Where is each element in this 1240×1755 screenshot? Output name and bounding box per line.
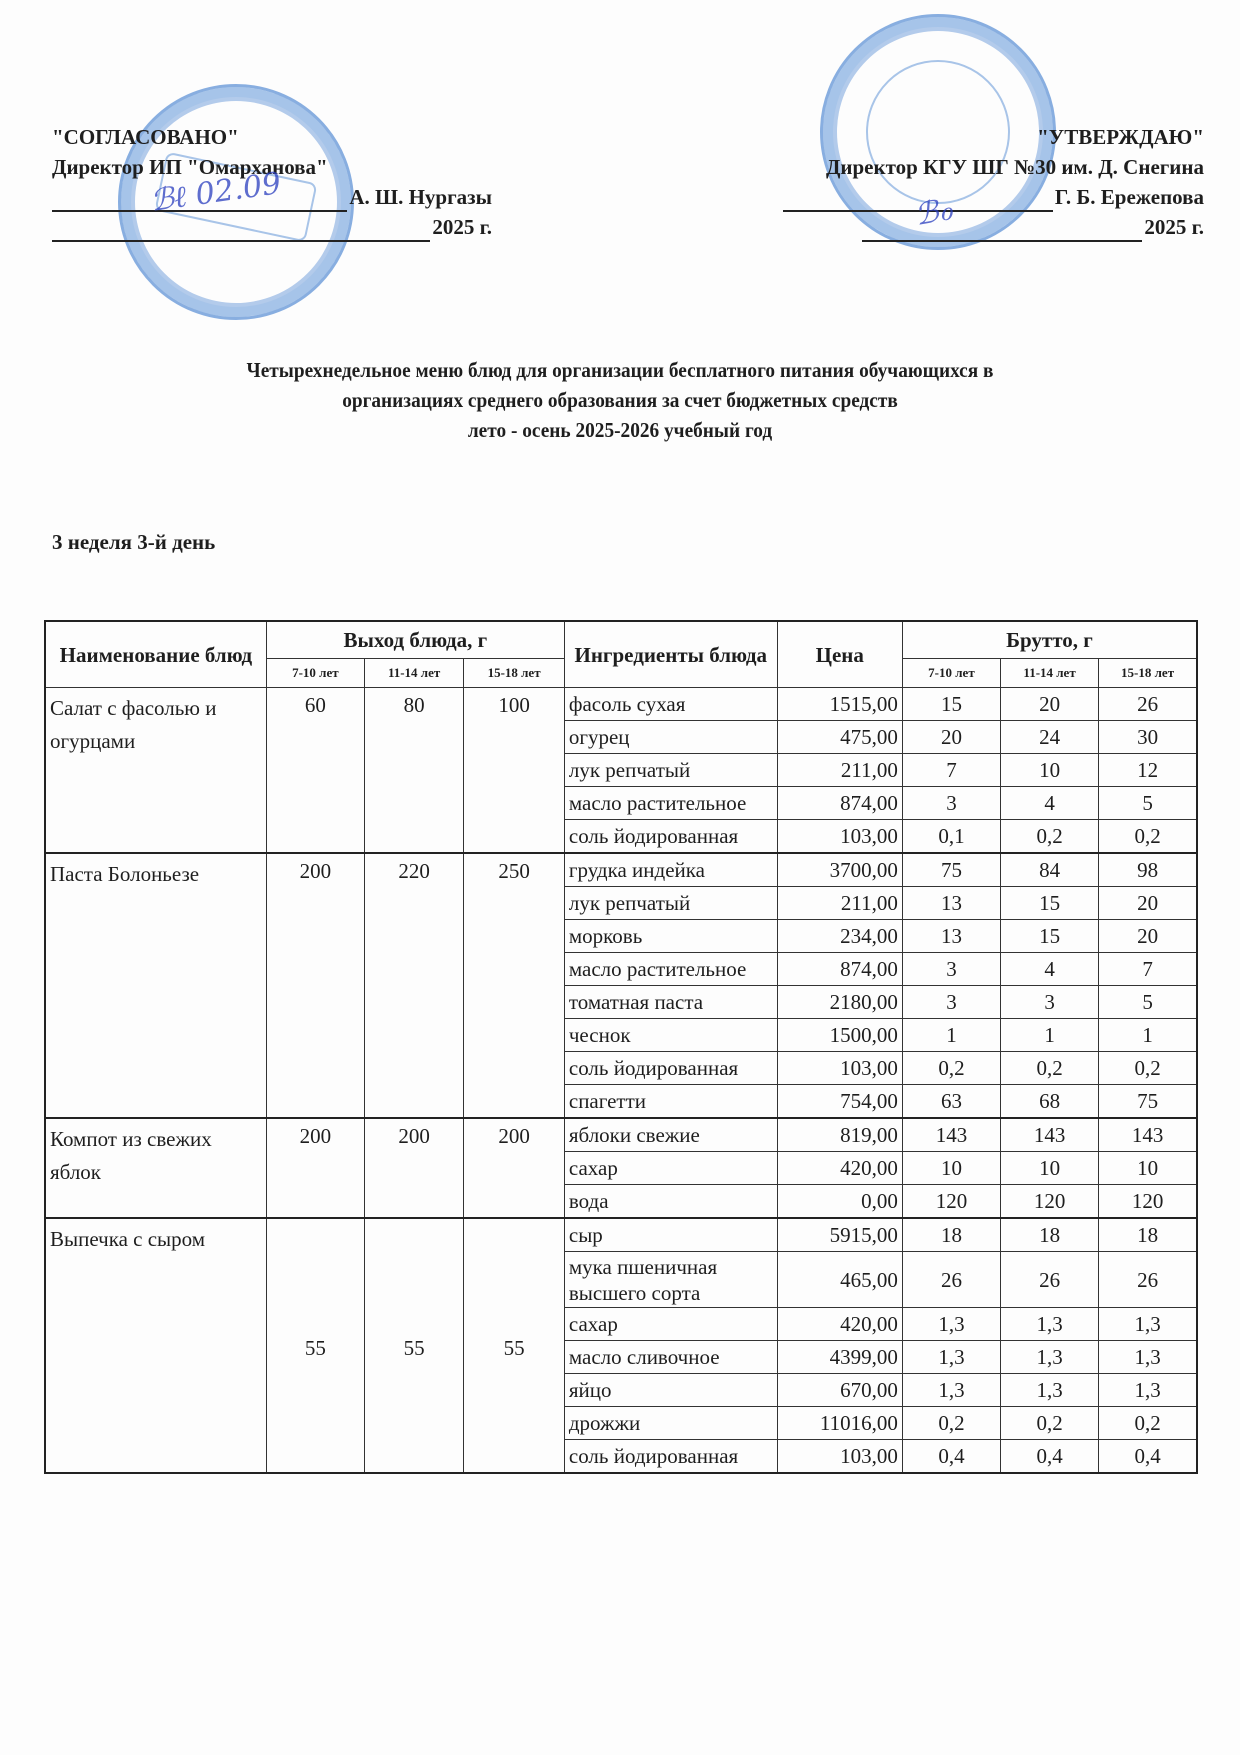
gross-7-10: 120 <box>902 1185 1000 1219</box>
ingredient-price: 3700,00 <box>777 853 902 887</box>
gross-15-18: 0,2 <box>1099 820 1197 854</box>
gross-15-18: 143 <box>1099 1118 1197 1152</box>
ingredient-name: вода <box>564 1185 777 1219</box>
document-title <box>60 355 1180 445</box>
gross-7-10: 3 <box>902 953 1000 986</box>
yield-15-18: 100 <box>464 688 565 854</box>
header-gross: Брутто, г <box>902 621 1197 659</box>
approver-name: Г. Б. Ережепова <box>1054 185 1204 209</box>
date-blank <box>862 218 1142 242</box>
ingredient-price: 103,00 <box>777 1052 902 1085</box>
ingredient-name: чеснок <box>564 1019 777 1052</box>
gross-11-14: 68 <box>1001 1085 1099 1119</box>
header-dish: Наименование блюд <box>45 621 266 688</box>
ingredient-row <box>45 1218 1197 1252</box>
gross-15-18: 7 <box>1099 953 1197 986</box>
ingredient-name: лук репчатый <box>564 754 777 787</box>
gross-15-18: 75 <box>1099 1085 1197 1119</box>
ingredient-name: масло растительное <box>564 787 777 820</box>
ingredient-name: сахар <box>564 1308 777 1341</box>
gross-11-14: 143 <box>1001 1118 1099 1152</box>
ingredient-name: томатная паста <box>564 986 777 1019</box>
header-gross-age-11-14: 11-14 лет <box>1001 659 1099 688</box>
title-line-1: Четырехнедельное меню блюд для организации бесплатного питания обучающихся в <box>246 358 994 382</box>
ingredient-price: 234,00 <box>777 920 902 953</box>
ingredient-price: 420,00 <box>777 1308 902 1341</box>
handwritten-signature-right: ℬℴ <box>912 192 956 233</box>
ingredient-price: 211,00 <box>777 887 902 920</box>
gross-7-10: 13 <box>902 887 1000 920</box>
ingredient-name: морковь <box>564 920 777 953</box>
gross-7-10: 1,3 <box>902 1374 1000 1407</box>
yield-11-14: 80 <box>364 688 463 854</box>
gross-7-10: 3 <box>902 787 1000 820</box>
gross-7-10: 1,3 <box>902 1341 1000 1374</box>
gross-7-10: 20 <box>902 721 1000 754</box>
gross-11-14: 4 <box>1001 953 1099 986</box>
header-gross-age-7-10: 7-10 лет <box>902 659 1000 688</box>
yield-15-18: 250 <box>464 853 565 1118</box>
gross-15-18: 1 <box>1099 1019 1197 1052</box>
ingredient-price: 874,00 <box>777 787 902 820</box>
ingredient-price: 670,00 <box>777 1374 902 1407</box>
gross-15-18: 18 <box>1099 1218 1197 1252</box>
approval-date: 2025 г. <box>432 215 492 239</box>
day-label: 3 неделя 3-й день <box>52 530 216 554</box>
ingredient-name: спагетти <box>564 1085 777 1119</box>
gross-11-14: 18 <box>1001 1218 1099 1252</box>
gross-15-18: 12 <box>1099 754 1197 787</box>
yield-7-10: 60 <box>266 688 364 854</box>
gross-7-10: 1,3 <box>902 1308 1000 1341</box>
header-price: Цена <box>777 621 902 688</box>
gross-11-14: 120 <box>1001 1185 1099 1219</box>
yield-7-10: 55 <box>266 1218 364 1473</box>
gross-15-18: 30 <box>1099 721 1197 754</box>
gross-15-18: 0,2 <box>1099 1407 1197 1440</box>
gross-15-18: 1,3 <box>1099 1341 1197 1374</box>
gross-7-10: 26 <box>902 1252 1000 1308</box>
yield-15-18: 55 <box>464 1218 565 1473</box>
ingredient-price: 819,00 <box>777 1118 902 1152</box>
header-yield-age-11-14: 11-14 лет <box>364 659 463 688</box>
title-line-2: организациях среднего образования за счет бюджетных средств <box>342 388 898 412</box>
dish-name: Выпечка с сыром <box>45 1218 266 1473</box>
gross-15-18: 20 <box>1099 887 1197 920</box>
yield-7-10: 200 <box>266 853 364 1118</box>
gross-7-10: 18 <box>902 1218 1000 1252</box>
yield-11-14: 220 <box>364 853 463 1118</box>
header-yield-age-15-18: 15-18 лет <box>464 659 565 688</box>
ingredient-price: 103,00 <box>777 1440 902 1474</box>
ingredient-price: 874,00 <box>777 953 902 986</box>
dish-name: Компот из свежих яблок <box>45 1118 266 1218</box>
ingredient-name: соль йодированная <box>564 820 777 854</box>
handwritten-signature-left: ℬℓ 02.09 <box>148 166 284 219</box>
gross-11-14: 84 <box>1001 853 1099 887</box>
header-yield: Выход блюда, г <box>266 621 564 659</box>
gross-15-18: 0,4 <box>1099 1440 1197 1474</box>
header-ingredients: Ингредиенты блюда <box>564 621 777 688</box>
ingredient-name: сыр <box>564 1218 777 1252</box>
ingredient-name: фасоль сухая <box>564 688 777 721</box>
ingredient-name: соль йодированная <box>564 1440 777 1474</box>
ingredient-row <box>45 688 1197 721</box>
gross-15-18: 1,3 <box>1099 1374 1197 1407</box>
approval-position: Директор ИП "Омарханова" <box>52 155 328 179</box>
ingredient-name: дрожжи <box>564 1407 777 1440</box>
gross-7-10: 75 <box>902 853 1000 887</box>
gross-11-14: 24 <box>1001 721 1099 754</box>
gross-11-14: 0,4 <box>1001 1440 1099 1474</box>
gross-7-10: 10 <box>902 1152 1000 1185</box>
gross-11-14: 0,2 <box>1001 1052 1099 1085</box>
gross-11-14: 10 <box>1001 754 1099 787</box>
ingredient-name: грудка индейка <box>564 853 777 887</box>
gross-11-14: 20 <box>1001 688 1099 721</box>
yield-11-14: 55 <box>364 1218 463 1473</box>
gross-11-14: 10 <box>1001 1152 1099 1185</box>
gross-11-14: 4 <box>1001 787 1099 820</box>
ingredient-row <box>45 853 1197 887</box>
gross-11-14: 0,2 <box>1001 820 1099 854</box>
approver-name: А. Ш. Нургазы <box>349 185 492 209</box>
ingredient-price: 1500,00 <box>777 1019 902 1052</box>
ingredient-price: 0,00 <box>777 1185 902 1219</box>
yield-7-10: 200 <box>266 1118 364 1218</box>
ingredient-price: 465,00 <box>777 1252 902 1308</box>
yield-11-14: 200 <box>364 1118 463 1218</box>
yield-15-18: 200 <box>464 1118 565 1218</box>
gross-11-14: 1,3 <box>1001 1341 1099 1374</box>
gross-11-14: 26 <box>1001 1252 1099 1308</box>
gross-7-10: 0,4 <box>902 1440 1000 1474</box>
approval-heading: "СОГЛАСОВАНО" <box>52 125 239 149</box>
ingredient-price: 5915,00 <box>777 1218 902 1252</box>
gross-11-14: 3 <box>1001 986 1099 1019</box>
gross-7-10: 63 <box>902 1085 1000 1119</box>
header-yield-age-7-10: 7-10 лет <box>266 659 364 688</box>
ingredient-name: сахар <box>564 1152 777 1185</box>
approval-date: 2025 г. <box>1144 215 1204 239</box>
ingredient-price: 1515,00 <box>777 688 902 721</box>
ingredient-name: масло растительное <box>564 953 777 986</box>
gross-15-18: 10 <box>1099 1152 1197 1185</box>
approval-position: Директор КГУ ШГ №30 им. Д. Снегина <box>825 155 1204 179</box>
gross-15-18: 20 <box>1099 920 1197 953</box>
gross-11-14: 1,3 <box>1001 1308 1099 1341</box>
ingredient-name: лук репчатый <box>564 887 777 920</box>
gross-7-10: 0,2 <box>902 1052 1000 1085</box>
ingredient-price: 2180,00 <box>777 986 902 1019</box>
ingredient-price: 475,00 <box>777 721 902 754</box>
ingredient-price: 103,00 <box>777 820 902 854</box>
gross-7-10: 143 <box>902 1118 1000 1152</box>
menu-table-body <box>45 688 1197 1474</box>
ingredient-row <box>45 1118 1197 1152</box>
gross-15-18: 5 <box>1099 986 1197 1019</box>
approval-heading: "УТВЕРЖДАЮ" <box>1037 125 1204 149</box>
gross-15-18: 1,3 <box>1099 1308 1197 1341</box>
ingredient-price: 211,00 <box>777 754 902 787</box>
gross-7-10: 0,1 <box>902 820 1000 854</box>
gross-15-18: 120 <box>1099 1185 1197 1219</box>
gross-11-14: 0,2 <box>1001 1407 1099 1440</box>
gross-7-10: 7 <box>902 754 1000 787</box>
gross-11-14: 15 <box>1001 920 1099 953</box>
ingredient-name: яйцо <box>564 1374 777 1407</box>
date-line <box>52 212 492 242</box>
menu-table <box>44 620 1198 1474</box>
ingredient-price: 420,00 <box>777 1152 902 1185</box>
ingredient-price: 4399,00 <box>777 1341 902 1374</box>
ingredient-price: 754,00 <box>777 1085 902 1119</box>
gross-7-10: 13 <box>902 920 1000 953</box>
gross-15-18: 5 <box>1099 787 1197 820</box>
gross-15-18: 26 <box>1099 688 1197 721</box>
header-gross-age-15-18: 15-18 лет <box>1099 659 1197 688</box>
gross-7-10: 1 <box>902 1019 1000 1052</box>
gross-7-10: 0,2 <box>902 1407 1000 1440</box>
dish-name: Салат с фасолью и огурцами <box>45 688 266 854</box>
ingredient-name: мука пшеничная высшего сорта <box>564 1252 777 1308</box>
gross-7-10: 3 <box>902 986 1000 1019</box>
gross-7-10: 15 <box>902 688 1000 721</box>
title-line-3: лето - осень 2025-2026 учебный год <box>467 418 773 442</box>
dish-name: Паста Болоньезе <box>45 853 266 1118</box>
gross-15-18: 0,2 <box>1099 1052 1197 1085</box>
ingredient-price: 11016,00 <box>777 1407 902 1440</box>
date-blank <box>52 218 430 242</box>
gross-15-18: 98 <box>1099 853 1197 887</box>
ingredient-name: огурец <box>564 721 777 754</box>
gross-11-14: 1,3 <box>1001 1374 1099 1407</box>
gross-11-14: 15 <box>1001 887 1099 920</box>
ingredient-name: масло сливочное <box>564 1341 777 1374</box>
ingredient-name: яблоки свежие <box>564 1118 777 1152</box>
gross-15-18: 26 <box>1099 1252 1197 1308</box>
ingredient-name: соль йодированная <box>564 1052 777 1085</box>
gross-11-14: 1 <box>1001 1019 1099 1052</box>
